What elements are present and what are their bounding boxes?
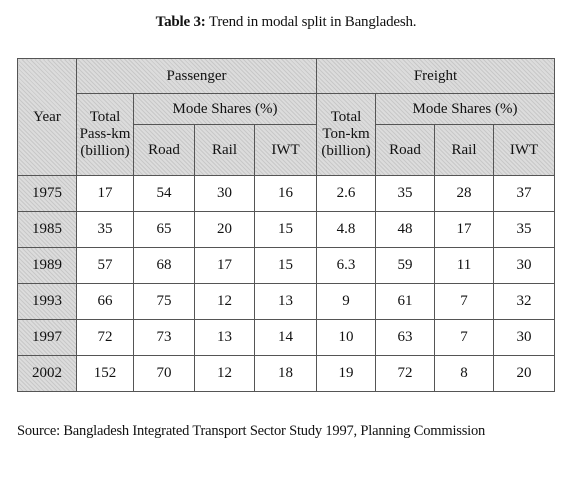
passenger-group-header: Passenger [77, 59, 317, 94]
year-cell: 1997 [18, 320, 77, 356]
table-cell: 6.3 [317, 248, 376, 284]
table-cell: 72 [77, 320, 134, 356]
table-cell: 61 [376, 284, 435, 320]
table-cell: 59 [376, 248, 435, 284]
table-cell: 4.8 [317, 212, 376, 248]
table-cell: 16 [255, 176, 317, 212]
passenger-road-header: Road [134, 125, 195, 176]
source-note: Source: Bangladesh Integrated Transport Sector Study 1997, Planning Commission [17, 423, 486, 439]
table-cell: 54 [134, 176, 195, 212]
freight-rail-header: Rail [435, 125, 494, 176]
table-cell: 37 [494, 176, 555, 212]
table-cell: 9 [317, 284, 376, 320]
header-row-groups [18, 59, 555, 94]
table-cell: 65 [134, 212, 195, 248]
table-cell: 66 [77, 284, 134, 320]
year-cell: 1985 [18, 212, 77, 248]
table-cell: 7 [435, 320, 494, 356]
header-row-subgroups [18, 94, 555, 125]
table-cell: 20 [195, 212, 255, 248]
table-cell: 35 [494, 212, 555, 248]
table-cell: 2.6 [317, 176, 376, 212]
year-cell: 1975 [18, 176, 77, 212]
table-cell: 20 [494, 356, 555, 392]
total-ton-km-header [317, 94, 376, 176]
table-caption [0, 14, 572, 31]
table-cell: 17 [195, 248, 255, 284]
table-row [18, 248, 555, 284]
table-cell: 28 [435, 176, 494, 212]
table-cell: 8 [435, 356, 494, 392]
table-row [18, 320, 555, 356]
table-cell: 13 [255, 284, 317, 320]
table-cell: 73 [134, 320, 195, 356]
passenger-rail-header: Rail [195, 125, 255, 176]
modal-split-table [17, 58, 555, 392]
total-ton-km-line2: Ton-km [322, 126, 370, 142]
table-row [18, 176, 555, 212]
table-row [18, 212, 555, 248]
table-cell: 18 [255, 356, 317, 392]
table-cell: 30 [494, 320, 555, 356]
table-row [18, 284, 555, 320]
total-ton-km-line1: Total [330, 109, 362, 125]
table-cell: 14 [255, 320, 317, 356]
total-pass-km-line3: (billion) [80, 143, 130, 159]
year-cell: 1989 [18, 248, 77, 284]
table-cell: 10 [317, 320, 376, 356]
total-pass-km-line1: Total [89, 109, 121, 125]
table-cell: 11 [435, 248, 494, 284]
table-cell: 63 [376, 320, 435, 356]
table-cell: 7 [435, 284, 494, 320]
table-cell: 15 [255, 248, 317, 284]
table-cell: 19 [317, 356, 376, 392]
freight-mode-shares-header: Mode Shares (%) [376, 94, 555, 125]
table-cell: 35 [77, 212, 134, 248]
passenger-mode-shares-header: Mode Shares (%) [134, 94, 317, 125]
table-cell: 30 [195, 176, 255, 212]
freight-iwt-header: IWT [494, 125, 555, 176]
table-cell: 13 [195, 320, 255, 356]
table-cell: 17 [435, 212, 494, 248]
table-cell: 48 [376, 212, 435, 248]
table-cell: 30 [494, 248, 555, 284]
freight-group-header: Freight [317, 59, 555, 94]
total-pass-km-line2: Pass-km [79, 126, 131, 142]
year-header: Year [18, 59, 77, 176]
table-cell: 35 [376, 176, 435, 212]
caption-label: Table 3: [155, 14, 206, 30]
caption-text: Trend in modal split in Bangladesh. [205, 14, 417, 30]
table-cell: 12 [195, 284, 255, 320]
table-cell: 152 [77, 356, 134, 392]
table-cell: 75 [134, 284, 195, 320]
total-ton-km-line3: (billion) [321, 143, 371, 159]
year-cell: 2002 [18, 356, 77, 392]
total-pass-km-header [77, 94, 134, 176]
passenger-iwt-header: IWT [255, 125, 317, 176]
year-cell: 1993 [18, 284, 77, 320]
table-cell: 68 [134, 248, 195, 284]
table-cell: 32 [494, 284, 555, 320]
table-cell: 72 [376, 356, 435, 392]
table-cell: 12 [195, 356, 255, 392]
table-cell: 57 [77, 248, 134, 284]
table-cell: 70 [134, 356, 195, 392]
table-cell: 17 [77, 176, 134, 212]
table-cell: 15 [255, 212, 317, 248]
table-row [18, 356, 555, 392]
freight-road-header: Road [376, 125, 435, 176]
